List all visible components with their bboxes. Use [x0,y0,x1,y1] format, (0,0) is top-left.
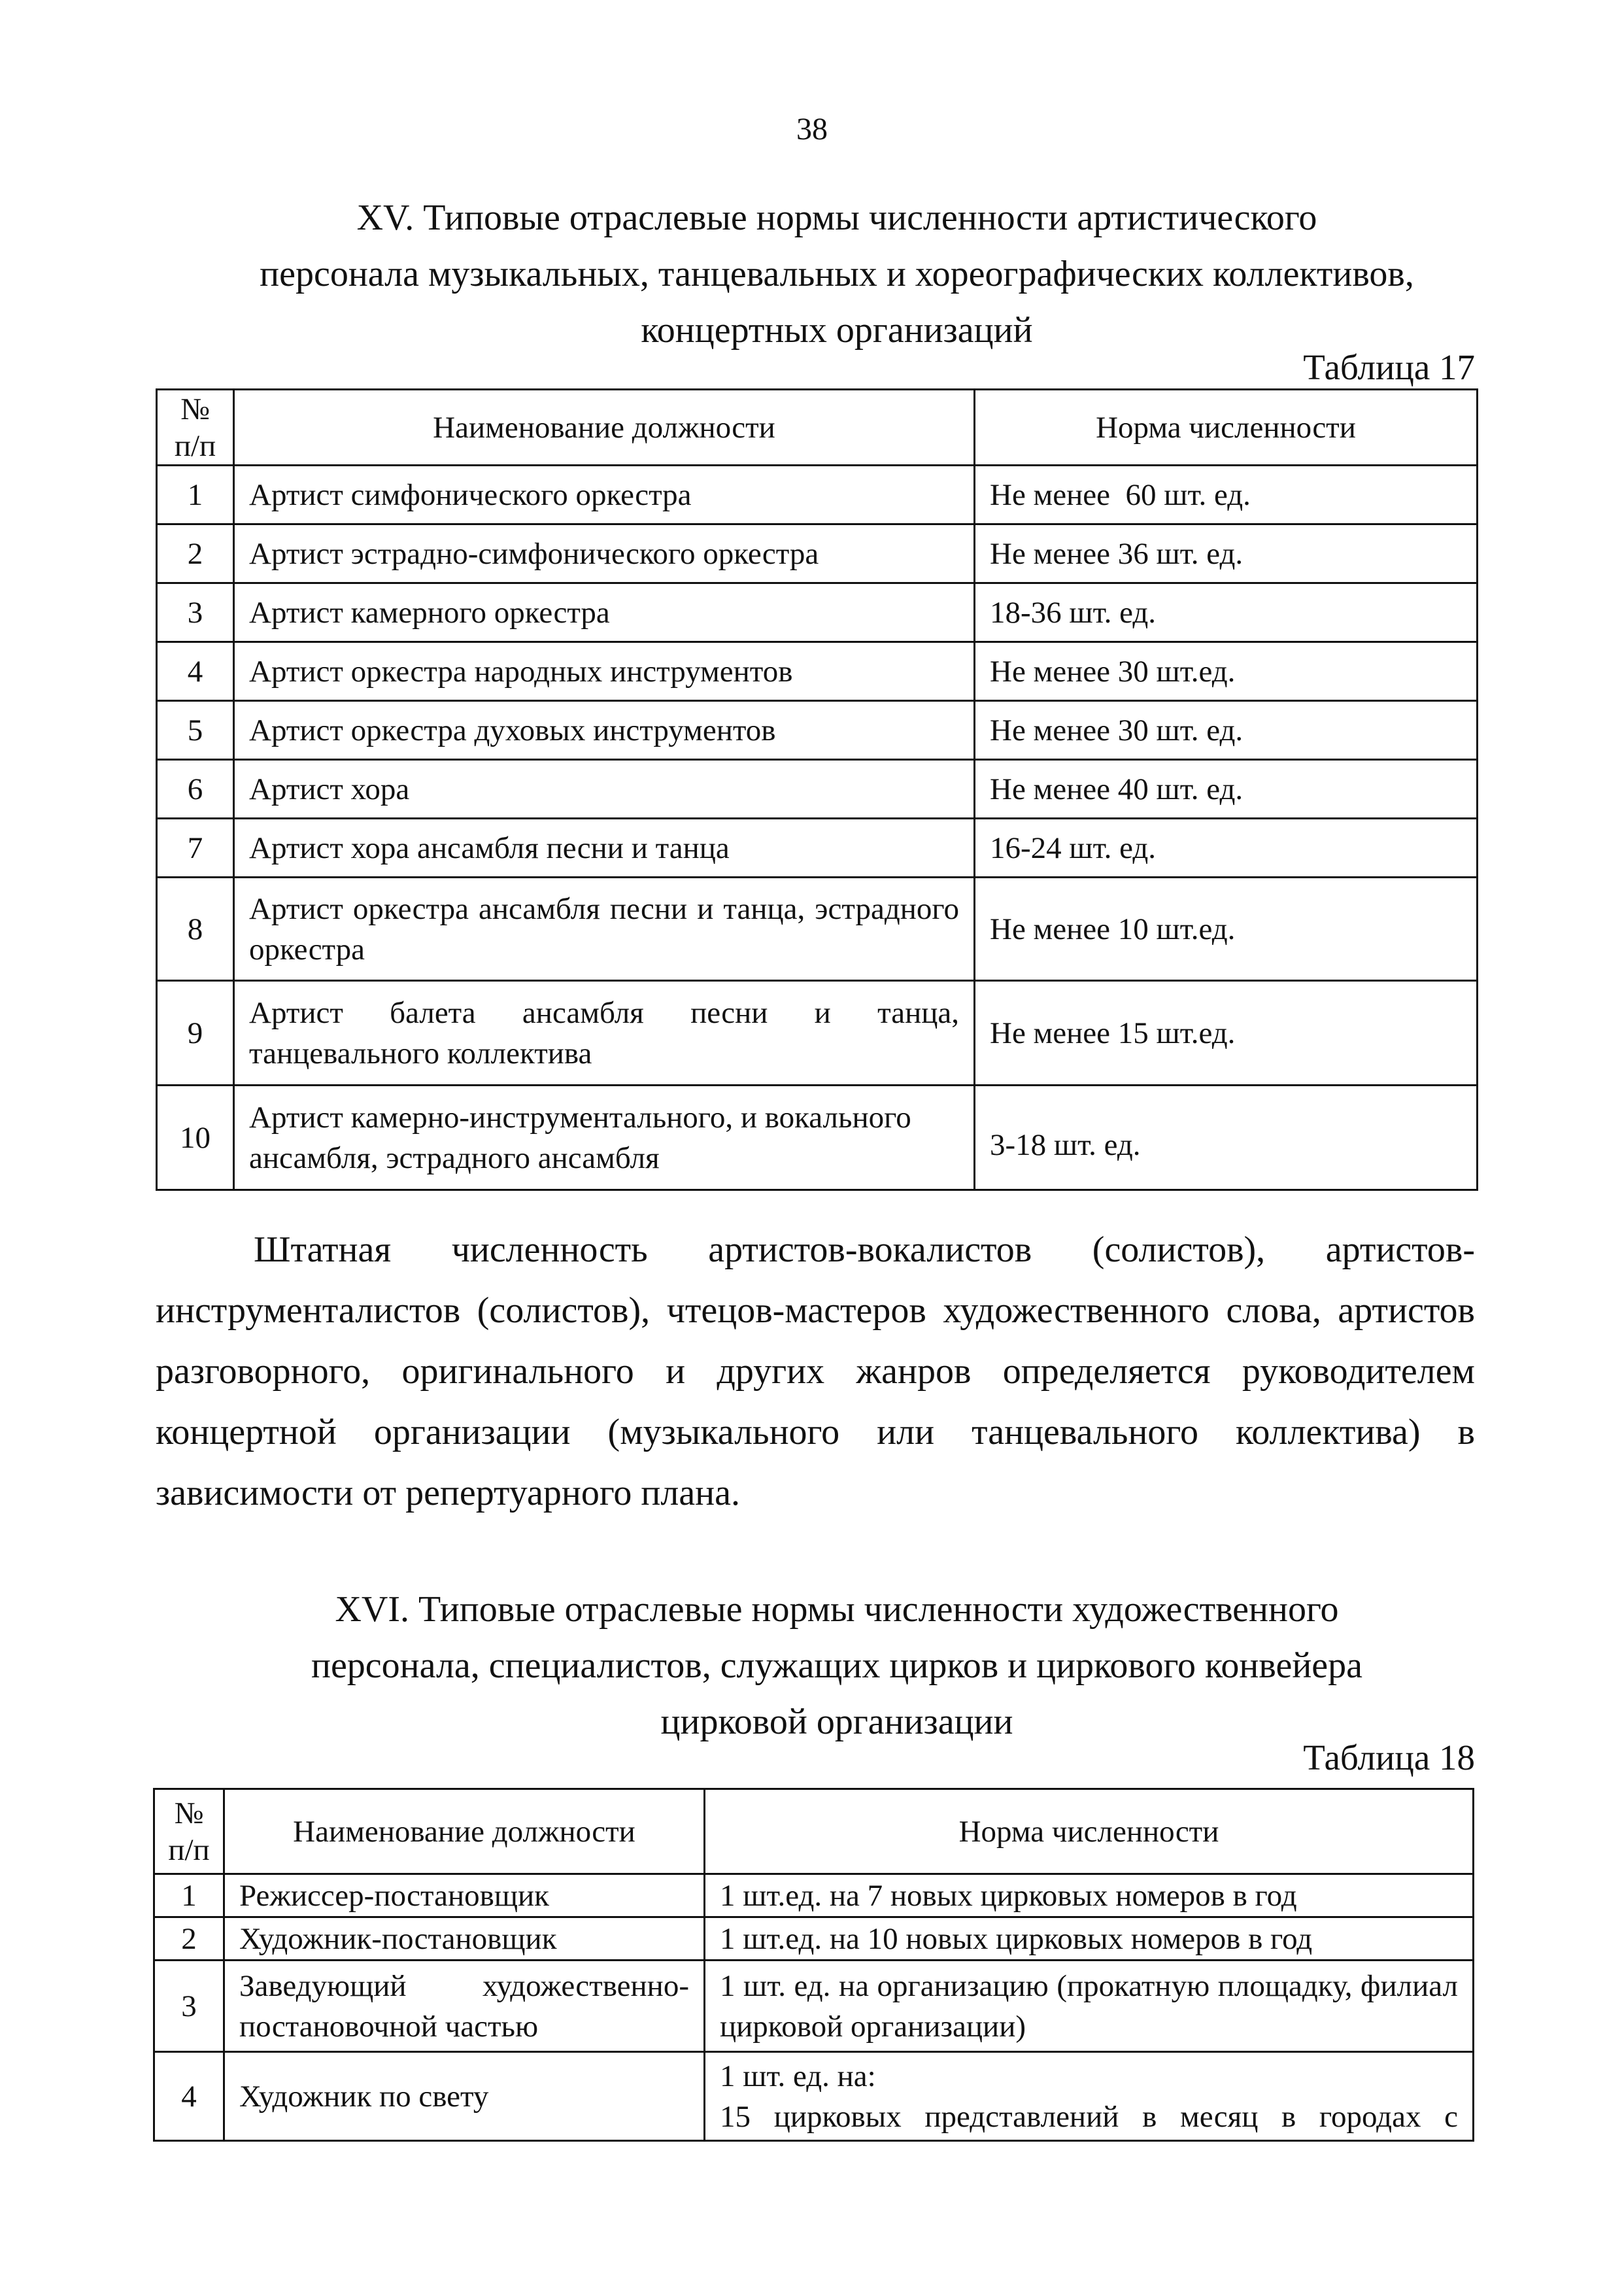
table-row [157,981,1478,1086]
row-norm: 3-18 шт. ед. [975,1086,1478,1190]
header-norm: Норма численности [705,1789,1474,1874]
row-number: 1 [157,466,234,524]
table-row [157,878,1478,981]
table-17 [156,388,1478,1191]
row-norm: Не менее 30 шт. ед. [975,701,1478,760]
table-row [157,1086,1478,1190]
row-norm: Не менее 60 шт. ед. [975,466,1478,524]
section-16-title [183,1581,1491,1750]
table-row [157,583,1478,642]
row-norm: 1 шт.ед. на 10 новых цирковых номеров в год [705,1917,1474,1961]
row-norm: 1 шт. ед. на организацию (прокатную площадку, филиал цирковой организации) [705,1961,1474,2052]
row-position: Артист оркестра ансамбля песни и танца, эстрадного оркестра [234,878,975,981]
row-position: Артист оркестра народных инструментов [234,642,975,701]
row-number: 3 [157,583,234,642]
table-17-label: Таблица 17 [1303,347,1475,387]
row-number: 4 [154,2052,224,2141]
header-number: № п/п [157,390,234,466]
table-row [154,1874,1474,1917]
section-15-title-line: XV. Типовые отраслевые нормы численности артистического [356,197,1317,238]
row-position: Заведующий художественно-постановочной частью [224,1961,705,2052]
row-number: 4 [157,642,234,701]
row-norm: Не менее 36 шт. ед. [975,524,1478,583]
table-row [154,1961,1474,2052]
row-position: Артист хора ансамбля песни и танца [234,819,975,878]
row-norm: Не менее 30 шт.ед. [975,642,1478,701]
section-15-title [183,190,1491,358]
table-18 [153,1788,1474,2142]
table-18-label: Таблица 18 [1303,1738,1475,1777]
table-row [157,701,1478,760]
row-position: Художник-постановщик [224,1917,705,1961]
norm-line: 1 шт. ед. на: [720,2059,876,2093]
row-position: Артист эстрадно-симфонического оркестра [234,524,975,583]
header-number: № п/п [154,1789,224,1874]
row-number: 1 [154,1874,224,1917]
header-norm: Норма численности [975,390,1478,466]
section-16-title-line: XVI. Типовые отраслевые нормы численности художественного [335,1589,1339,1630]
row-norm [705,2052,1474,2141]
table-row [157,760,1478,819]
row-position: Артист камерного оркестра [234,583,975,642]
row-position: Художник по свету [224,2052,705,2141]
row-number: 3 [154,1961,224,2052]
row-number: 2 [154,1917,224,1961]
table-row [157,819,1478,878]
row-position: Артист оркестра духовых инструментов [234,701,975,760]
table-header-row [154,1789,1474,1874]
header-position: Наименование должности [224,1789,705,1874]
table-row [154,1917,1474,1961]
row-norm: Не менее 15 шт.ед. [975,981,1478,1086]
table-row [154,2052,1474,2141]
row-number: 10 [157,1086,234,1190]
table-row [157,642,1478,701]
row-number: 8 [157,878,234,981]
page-number: 38 [796,112,828,146]
row-position: Артист хора [234,760,975,819]
row-norm: 16-24 шт. ед. [975,819,1478,878]
row-position: Режиссер-постановщик [224,1874,705,1917]
section-15-title-line: концертных организаций [641,310,1033,351]
table-row [157,524,1478,583]
row-number: 5 [157,701,234,760]
section-16-title-line: цирковой организации [660,1702,1013,1742]
row-norm: 18-36 шт. ед. [975,583,1478,642]
header-position: Наименование должности [234,390,975,466]
section-16-title-line: персонала, специалистов, служащих цирков и циркового конвейера [311,1645,1363,1686]
row-norm: Не менее 40 шт. ед. [975,760,1478,819]
row-position: Артист камерно-инструментального, и вокального ансамбля, эстрадного ансамбля [234,1086,975,1190]
row-number: 9 [157,981,234,1086]
row-norm: 1 шт.ед. на 7 новых цирковых номеров в год [705,1874,1474,1917]
norm-line: 15 цирковых представлений в месяц в городах с [720,2099,1458,2134]
row-position: Артист симфонического оркестра [234,466,975,524]
staffing-paragraph: Штатная численность артистов-вокалистов (солистов), артистов-инструменталистов (солистов), чтецов-мастеров художественного слова, артистов разговорного, оригинального и других жанров определяется руководителем концертной организации (музыкального или танцевального коллектива) в зависимости от репертуарного плана. [156,1229,1475,1513]
row-position: Артист балета ансамбля песни и танца, танцевального коллектива [234,981,975,1086]
table-header-row [157,390,1478,466]
section-15-title-line: персонала музыкальных, танцевальных и хореографических коллективов, [260,254,1414,294]
row-norm: Не менее 10 шт.ед. [975,878,1478,981]
row-number: 7 [157,819,234,878]
row-number: 2 [157,524,234,583]
row-number: 6 [157,760,234,819]
table-row [157,466,1478,524]
